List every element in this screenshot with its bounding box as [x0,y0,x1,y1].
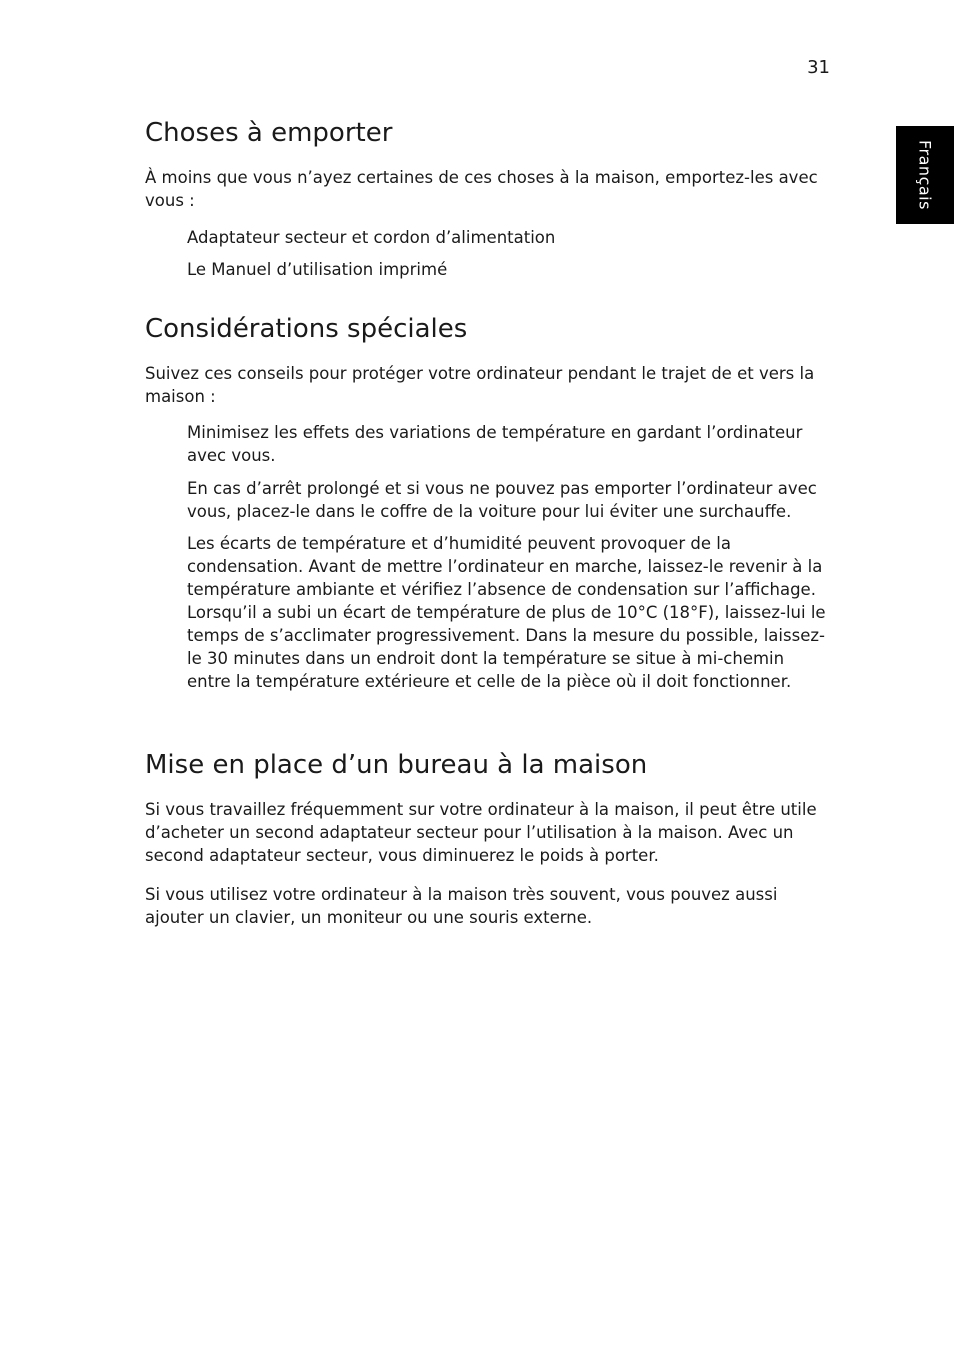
page-number: 31 [807,57,830,78]
section-intro-choses: À moins que vous n’ayez certaines de ces choses à la maison, emportez-les avec vous : [145,168,818,210]
list-item: Le Manuel d’utilisation imprimé [187,260,448,279]
list-item: Minimisez les effets des variations de température en gardant l’ordinateur avec vous. [187,423,803,465]
section-heading-bureau: Mise en place d’un bureau à la maison [145,750,648,780]
list-item: Les écarts de température et d’humidité peuvent provoquer de la condensation. Avant de mettre l’ordinateur en marche, laissez-le revenir à la température ambiante et vérifiez l’absence de condensation sur l’affichage. Lorsqu’il a subi un écart de température de plus de 10°C (18°F), laissez-lui le temps de s’acclimater progressivement. Dans la mesure du possible, laissez-le 30 minutes dans un endroit dont la température se situe à mi-chemin entre la température extérieure et celle de la pièce où il doit fonctionner. [187,534,826,691]
section-intro-considerations: Suivez ces conseils pour protéger votre ordinateur pendant le trajet de et vers la maison : [145,364,815,406]
section-heading-choses: Choses à emporter [145,118,393,148]
body-paragraph: Si vous travaillez fréquemment sur votre ordinateur à la maison, il peut être utile d’acheter un second adaptateur secteur pour l’utilisation à la maison. Avec un second adaptateur secteur, vous diminuerez le poids à porter. [145,800,817,865]
section-heading-considerations: Considérations spéciales [145,314,468,344]
list-item: En cas d’arrêt prolongé et si vous ne pouvez pas emporter l’ordinateur avec vous, placez-le dans le coffre de la voiture pour lui éviter une surchauffe. [187,479,817,521]
list-item: Adaptateur secteur et cordon d’alimentation [187,228,556,247]
body-paragraph: Si vous utilisez votre ordinateur à la maison très souvent, vous pouvez aussi ajouter un clavier, un moniteur ou une souris externe. [145,885,778,927]
language-tab-label: Français [915,140,935,210]
